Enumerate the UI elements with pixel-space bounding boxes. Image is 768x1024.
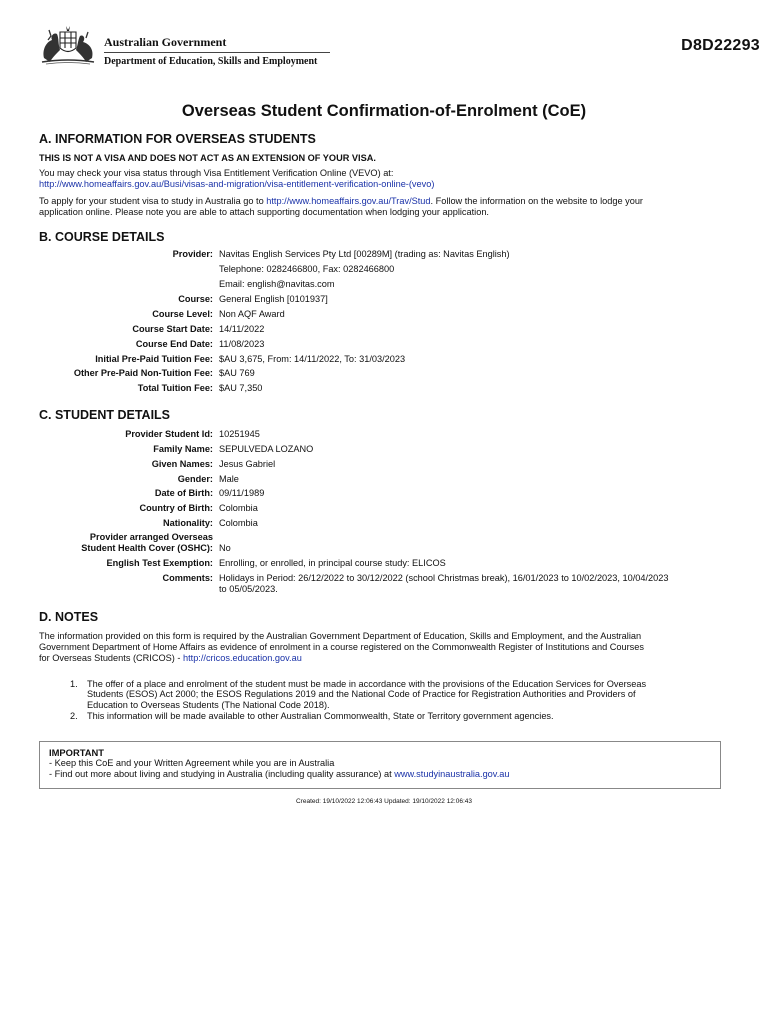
field-label: Gender: [177, 474, 213, 484]
field-value: 11/08/2023 [219, 339, 265, 349]
field-label: Provider: [172, 249, 213, 259]
notes-para-line3-text: for Overseas Students (CRICOS) - [39, 653, 183, 663]
field-value: $AU 3,675, From: 14/11/2022, To: 31/03/2023 [219, 354, 406, 364]
important-line2-text: - Find out more about living and studying in Australia (including quality assurance) at [49, 769, 395, 779]
section-c-heading: C. STUDENT DETAILS [39, 408, 171, 422]
oshc-value: No [219, 543, 231, 553]
section-b-heading: B. COURSE DETAILS [39, 230, 165, 244]
list-text-line: Education to Overseas Students (The National Code 2018). [87, 699, 330, 710]
list-text-line: The offer of a place and enrolment of the student must be made in accordance with the provisions of the Education Services for Overseas [87, 679, 647, 689]
field-value: Telephone: 0282466800, Fax: 0282466800 [219, 264, 395, 274]
field-label: Country of Birth: [139, 503, 213, 513]
field-value: $AU 7,350 [219, 383, 263, 393]
field-value: 14/11/2022 [219, 324, 265, 334]
field-value: Colombia [219, 503, 258, 513]
list-text-line: This information will be made available to other Australian Commonwealth, State or Territory government agencies. [87, 711, 554, 721]
vevo-text: You may check your visa status through Visa Entitlement Verification Online (VEVO) at: [39, 168, 394, 178]
vevo-link[interactable]: http://www.homeaffairs.gov.au/Busi/visas-and-migration/visa-entitlement-verification-online-(vevo) [39, 179, 435, 189]
notes-para-line2: Government Department of Home Affairs as evidence of enrolment in a course registered on the Commonwealth Register of Institutions and Courses [39, 642, 644, 652]
field-label: Provider Student Id: [125, 429, 213, 439]
cricos-link[interactable]: http://cricos.education.gov.au [182, 653, 302, 663]
document-id: D8D22293 [681, 37, 760, 54]
apply-text-line2: application online. Please note you are able to attach supporting documentation when lodging your application. [39, 207, 489, 217]
notes-para-line3 [39, 653, 729, 664]
field-label: Course: [178, 294, 213, 304]
apply-text [39, 196, 729, 207]
comments-line2: to 05/05/2023. [219, 584, 278, 594]
field-label: Course Level: [152, 309, 213, 319]
list-text-line: Students (ESOS) Act 2000; the ESOS Regulations 2019 and the National Code of Practice for Registration Authorities and Providers of [87, 689, 636, 700]
field-value: Navitas English Services Pty Ltd [00289M] (trading as: Navitas English) [219, 249, 510, 259]
field-value: 10251945 [219, 429, 260, 439]
department-name: Department of Education, Skills and Employment [104, 56, 318, 67]
student-visa-link[interactable]: http://www.homeaffairs.gov.au/Trav/Stud [266, 196, 431, 206]
branding-divider [104, 52, 330, 53]
field-label: Comments: [162, 573, 213, 583]
field-label: Given Names: [151, 459, 213, 469]
notes-para-line1: The information provided on this form is required by the Australian Government Department of Education, Skills and Employment, and the Australian [39, 631, 642, 641]
field-label: Initial Pre-Paid Tuition Fee: [95, 354, 213, 364]
list-number: 2. [70, 711, 78, 721]
apply-text-pre: To apply for your student visa to study in Australia go to [39, 196, 267, 206]
important-line2 [49, 769, 509, 779]
field-value: Male [219, 474, 239, 484]
field-value: SEPULVEDA LOZANO [219, 444, 314, 454]
page-title: Overseas Student Confirmation-of-Enrolment (CoE) [181, 102, 587, 120]
field-label: Course End Date: [135, 339, 213, 349]
field-label: Family Name: [153, 444, 213, 454]
comments-line1: Holidays in Period: 26/12/2022 to 30/12/2022 (school Christmas break), 16/01/2023 to 10/02/2023, 10/04/2023 [219, 573, 669, 583]
field-label: Nationality: [162, 518, 213, 528]
field-label: Total Tuition Fee: [137, 383, 213, 393]
field-label: Course Start Date: [132, 324, 213, 334]
government-name: Australian Government [104, 35, 227, 49]
field-value: Non AQF Award [219, 309, 285, 319]
section-a-heading: A. INFORMATION FOR OVERSEAS STUDENTS [39, 132, 316, 146]
field-label: English Test Exemption: [106, 558, 213, 568]
important-line1: - Keep this CoE and your Written Agreement while you are in Australia [49, 758, 335, 768]
field-value: Jesus Gabriel [219, 459, 276, 469]
oshc-label-line2: Student Health Cover (OSHC): [81, 543, 213, 553]
section-d-heading: D. NOTES [39, 610, 99, 624]
important-notice-box [39, 741, 721, 789]
list-number: 1. [70, 679, 78, 689]
field-label: Other Pre-Paid Non-Tuition Fee: [73, 368, 213, 378]
field-value: $AU 769 [219, 368, 255, 378]
field-value: 09/11/1989 [219, 488, 265, 498]
coat-of-arms-logo [38, 24, 100, 66]
study-in-australia-link[interactable]: www.studyinaustralia.gov.au [394, 769, 510, 779]
field-value: General English [0101937] [219, 294, 328, 304]
field-value: Colombia [219, 518, 258, 528]
field-value: Email: english@navitas.com [219, 279, 335, 289]
important-title: IMPORTANT [49, 747, 105, 758]
government-branding [104, 36, 330, 67]
apply-text-post: . Follow the information on the website to lodge your [430, 196, 643, 206]
field-value: Enrolling, or enrolled, in principal course study: ELICOS [219, 558, 446, 568]
field-label: Date of Birth: [154, 488, 213, 498]
visa-warning: THIS IS NOT A VISA AND DOES NOT ACT AS AN EXTENSION OF YOUR VISA. [39, 153, 376, 163]
oshc-label-line1: Provider arranged Overseas [89, 532, 213, 542]
created-updated-footer: Created: 19/10/2022 12:06:43 Updated: 19/10/2022 12:06:43 [295, 798, 472, 805]
